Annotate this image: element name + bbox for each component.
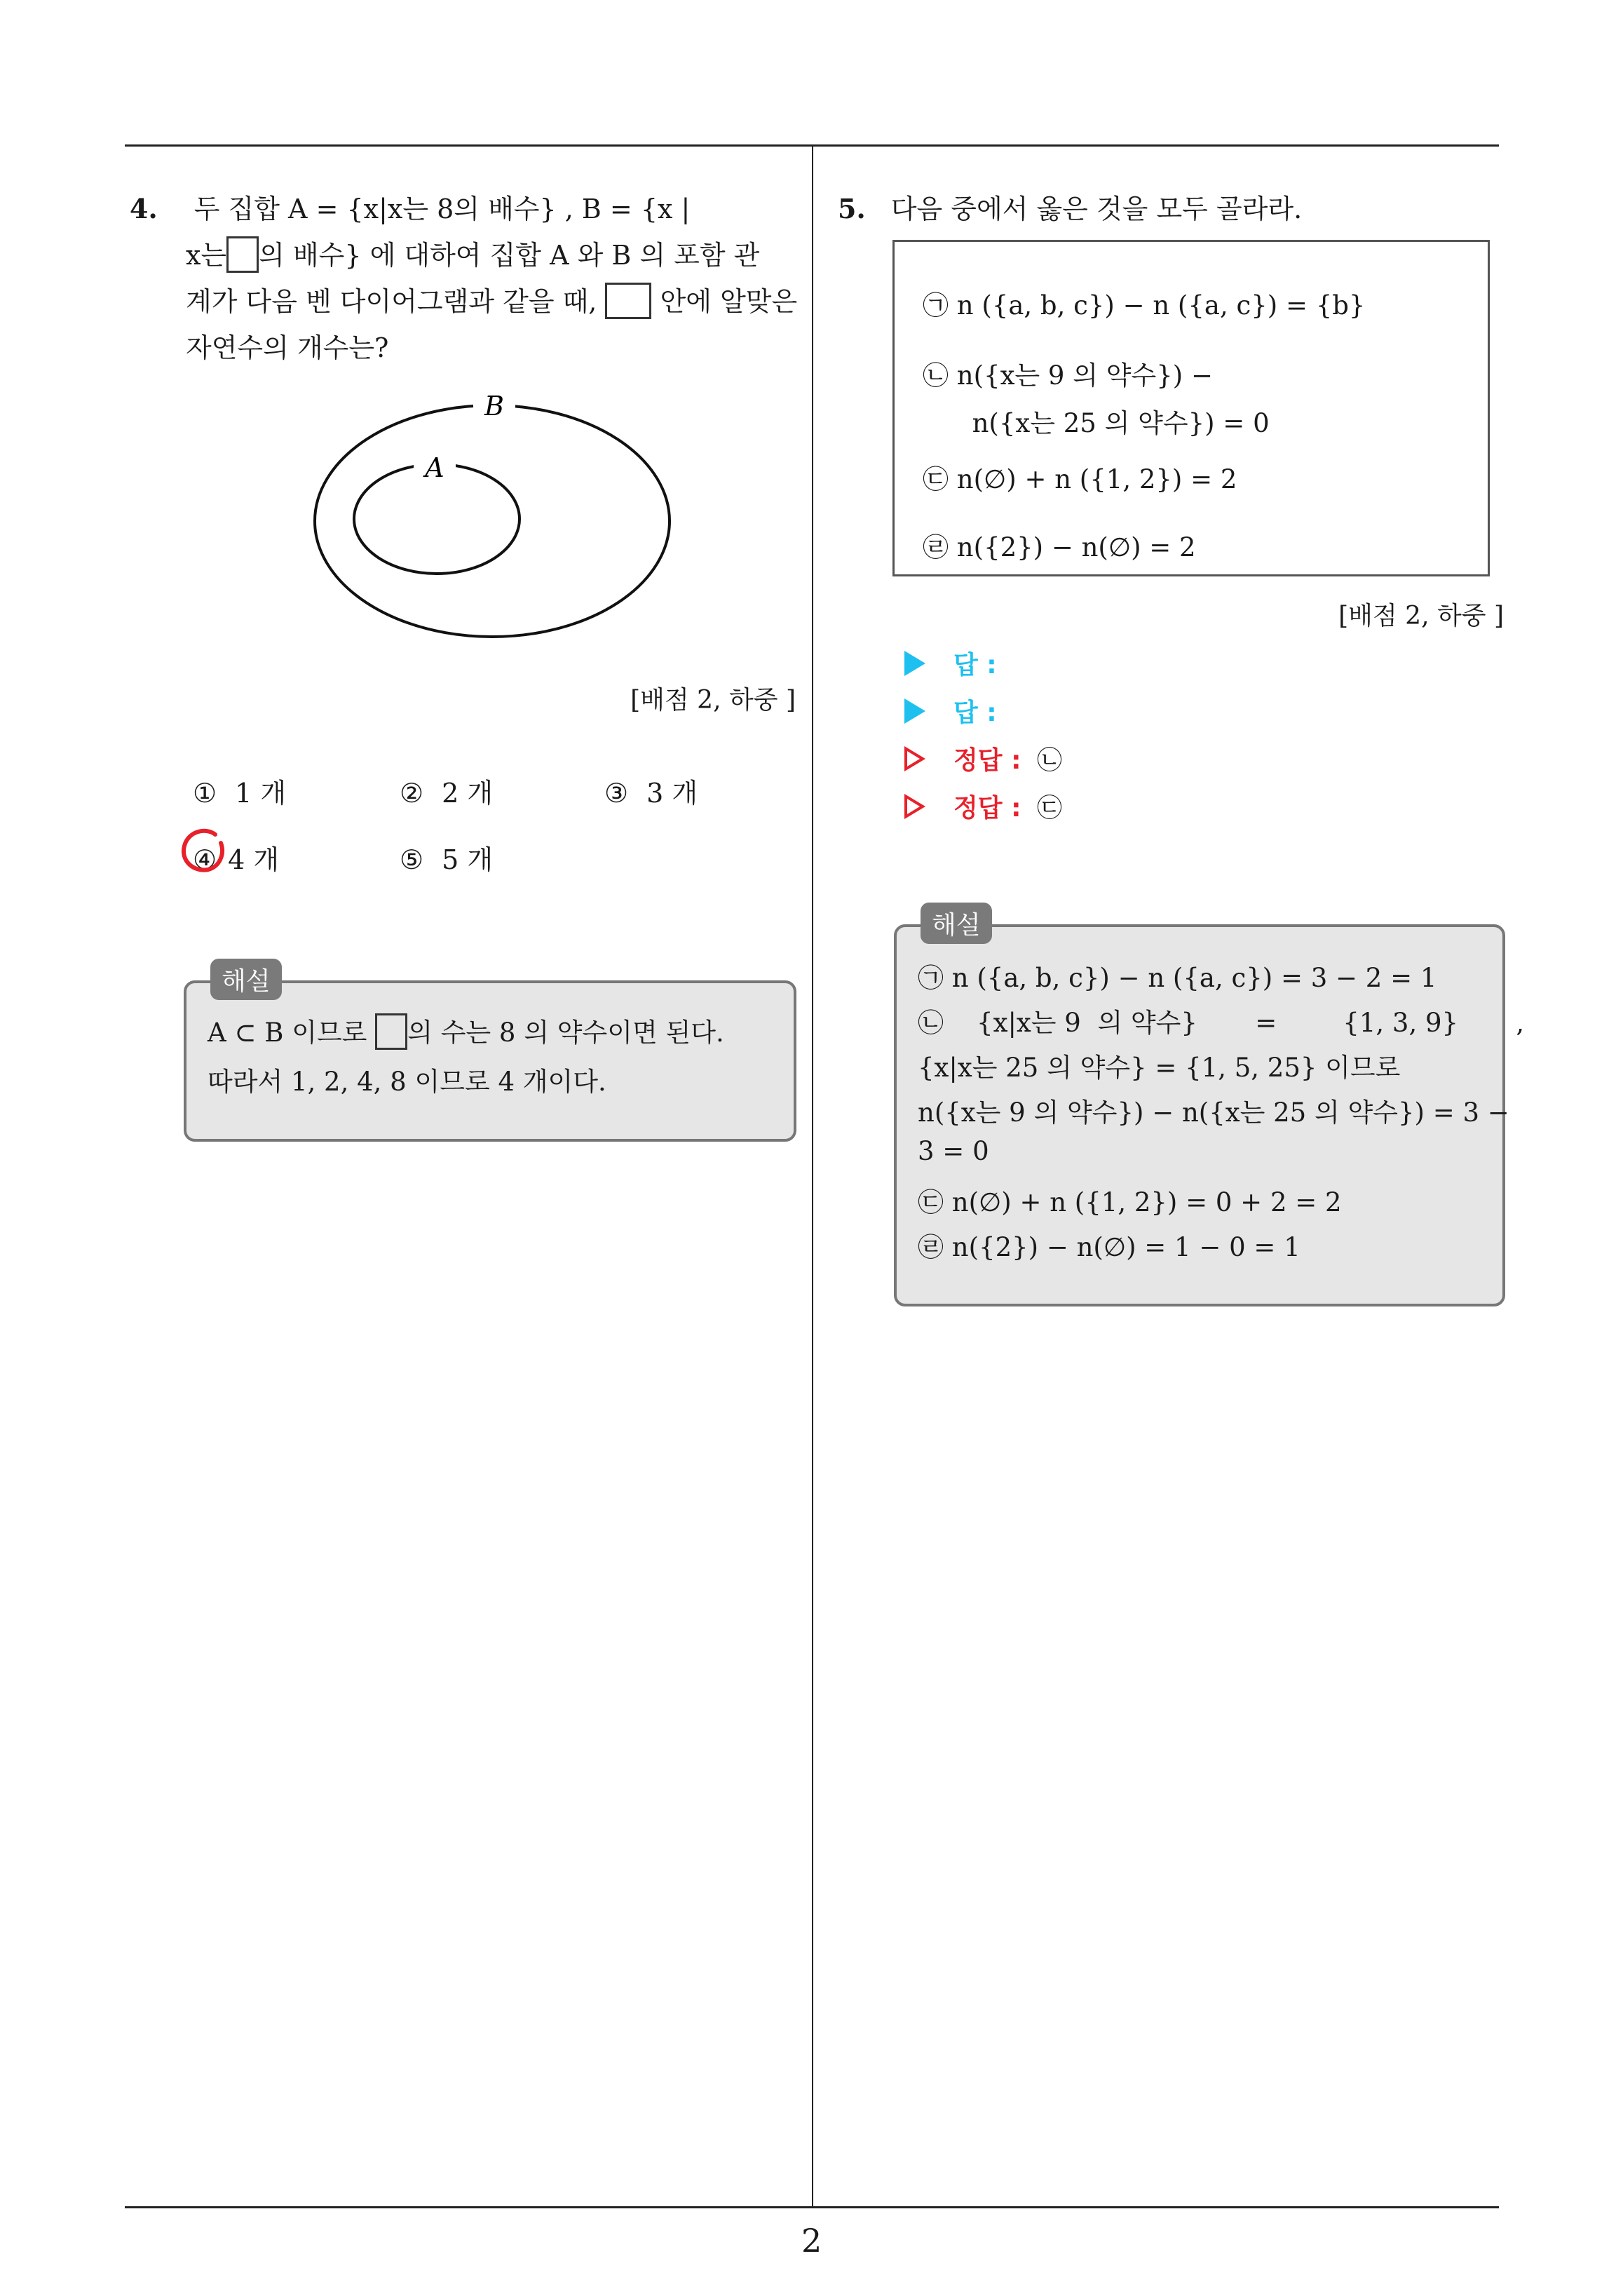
answer-value: ㉡ — [1037, 746, 1063, 775]
set-b-label: B — [484, 391, 504, 421]
explanation-line-1-pre: A ⊂ B 이므로 — [208, 1018, 367, 1048]
explanation-line-3: {x|x는 25 의 약수} = {1, 5, 25} 이므로 — [918, 1053, 1401, 1083]
venn-diagram — [308, 379, 680, 659]
q4-score: [배점 2, 하중 ] — [630, 686, 796, 715]
correct-answer-1 — [904, 741, 1062, 776]
question-5 — [838, 186, 1302, 232]
column-divider — [812, 144, 813, 2208]
q5-explanation-box — [894, 924, 1525, 1306]
explanation-line-6: ㉢ n(∅) + n ({1, 2}) = 0 + 2 = 2 — [918, 1187, 1342, 1217]
question-line-3-post: 안에 알맞은 — [660, 286, 798, 317]
choice-text: 5 개 — [442, 844, 494, 875]
q5-score: [배점 2, 하중 ] — [1338, 602, 1504, 630]
statement-2-cont: n({x는 25 의 약수}) = 0 — [923, 408, 1270, 438]
choice-text: 4 개 — [228, 844, 280, 875]
page-number: 2 — [801, 2222, 822, 2260]
question-number: 4. — [130, 193, 158, 224]
choice-text: 3 개 — [646, 778, 698, 809]
question-line-1: 두 집합 A = {x|x는 8의 배수} , B = {x | — [193, 194, 691, 224]
choice-mark: ② — [400, 778, 424, 809]
set-a-label: A — [425, 452, 444, 483]
answer-blank — [226, 236, 259, 273]
statement-2: ㉡ n({x는 9 의 약수}) − — [923, 360, 1213, 391]
explanation-line-4: n({x는 9 의 약수}) − n({x는 25 의 약수}) = 3 − — [918, 1098, 1509, 1128]
answer-label: 답 : — [953, 698, 997, 727]
choice-text: 2 개 — [442, 778, 494, 809]
question-line-4: 자연수의 개수는? — [186, 332, 389, 363]
selected-choice-circle — [179, 826, 228, 875]
answer-label: 정답 : — [953, 794, 1021, 823]
q5-explanation-tag: 해설 — [921, 903, 992, 944]
choice-2[interactable] — [400, 771, 493, 810]
answer-value: ㉢ — [1037, 794, 1063, 823]
play-triangle-icon — [904, 698, 925, 724]
choice-mark: ① — [193, 778, 217, 809]
outline-triangle-icon — [904, 746, 925, 771]
play-triangle-icon — [904, 651, 925, 676]
question-line-3-pre: 계가 다음 벤 다이어그램과 같을 때, — [186, 286, 597, 317]
outline-triangle-icon — [904, 794, 925, 819]
statement-1: ㉠ n ({a, b, c}) − n ({a, c}) = {b} — [923, 290, 1366, 320]
statement-4: ㉣ n({2}) − n(∅) = 2 — [923, 532, 1196, 562]
answer-label: 정답 : — [953, 746, 1021, 775]
explanation-line-5: 3 = 0 — [918, 1136, 989, 1166]
q4-explanation-box — [184, 980, 796, 1142]
question-line-2-pre: x는 — [186, 240, 227, 271]
answer-line-2 — [904, 693, 997, 729]
q4-explanation-tag: 해설 — [210, 959, 282, 1000]
choice-5[interactable] — [400, 838, 493, 877]
choice-mark: ③ — [604, 778, 629, 809]
statement-3: ㉢ n(∅) + n ({1, 2}) = 2 — [923, 464, 1237, 494]
correct-answer-2 — [904, 788, 1062, 824]
choice-mark: ④ — [193, 844, 217, 875]
answer-label: 답 : — [953, 651, 997, 680]
explanation-line-1: ㉠ n ({a, b, c}) − n ({a, c}) = 3 − 2 = 1 — [918, 963, 1437, 993]
explanation-line-2: ㉡ {x|x는 9 의 약수} = {1, 3, 9} , — [918, 1008, 1525, 1038]
answer-blank — [605, 283, 651, 319]
explanation-line-1-post: 의 수는 8 의 약수이면 된다. — [407, 1018, 724, 1048]
question-number: 5. — [838, 193, 866, 224]
answer-line-1 — [904, 645, 997, 681]
statements-box — [892, 240, 1490, 576]
set-b-ellipse — [315, 405, 670, 637]
choice-3[interactable] — [604, 771, 698, 810]
explanation-line-2: 따라서 1, 2, 4, 8 이므로 4 개이다. — [208, 1067, 606, 1097]
choice-1[interactable] — [193, 771, 286, 810]
choice-text: 1 개 — [235, 778, 287, 809]
bottom-rule — [125, 2206, 1499, 2208]
explanation-line-7: ㉣ n({2}) − n(∅) = 1 − 0 = 1 — [918, 1232, 1301, 1262]
question-line-2-post: 의 배수} 에 대하여 집합 A 와 B 의 포함 관 — [259, 240, 760, 271]
choice-mark: ⑤ — [400, 844, 424, 875]
question-prompt: 다음 중에서 옳은 것을 모두 골라라. — [890, 194, 1303, 224]
answer-blank — [375, 1013, 407, 1050]
